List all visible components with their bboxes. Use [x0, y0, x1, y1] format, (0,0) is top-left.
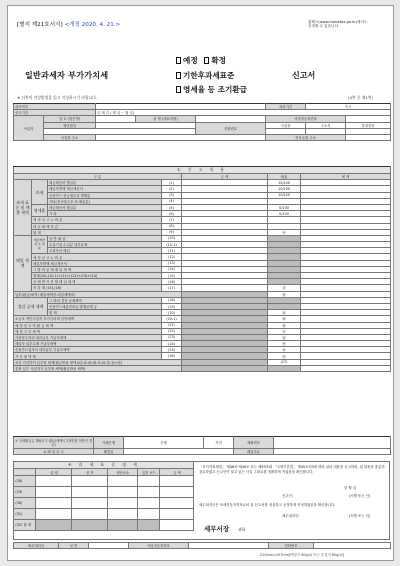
tax-base-cell — [108, 519, 138, 530]
summary-tax[interactable] — [301, 365, 391, 371]
sales-no: (7) — [162, 217, 182, 223]
paper-spec: 210mm×297mm[백상지 80g/㎡ 또는 중질지 80g/㎡] — [260, 553, 345, 557]
sales-no: (1) — [162, 180, 182, 186]
purchase-label: 매입자발행 세금계산서 — [32, 260, 162, 266]
agent-name-label: 성 명 — [59, 543, 89, 549]
misc-label: 신용카드업자의 대리납부 기납부세액 — [14, 347, 162, 353]
business-label: 사업자 — [14, 116, 44, 141]
sales-label: 대 손 세 액 가 감 — [32, 223, 162, 229]
misc-mark: ㉸ — [268, 353, 301, 359]
final-label: 차감·가감하여 납부할 세액(환급받을 세액)(㉰-㉱-㉲-㉳-㉴-㉵-㉶-㉷+㉸) — [14, 359, 182, 365]
tax-base-row — [14, 519, 194, 530]
purchase-no: (15) — [162, 273, 182, 279]
branch-label: 지점 — [204, 437, 234, 449]
tax-base-cell[interactable] — [160, 475, 194, 486]
sales-label: 기 타 — [48, 211, 162, 217]
purchase-label: 차 감 계 (15)-(16) — [32, 285, 162, 291]
revision-label: <개정 2020. 4. 21.> — [64, 22, 121, 28]
title-option-line-1: 예정 확정 — [176, 57, 226, 65]
reporter-sign[interactable]: (서명 또는 인) — [349, 494, 371, 498]
agent-reg-field[interactable] — [189, 543, 269, 549]
misc-no: (23) — [162, 334, 182, 340]
sales-rate: 0/100 — [268, 204, 301, 210]
agent-reg-label: 사업자등록번호 — [129, 543, 189, 549]
sales-label: 신용카드·현금영수증 발행분 — [48, 192, 162, 198]
account-label: 계좌번호 — [234, 437, 274, 449]
purchase-no: (12) — [162, 254, 182, 260]
tb-col-business-type: 업 태 — [36, 469, 72, 475]
purchase-label: 고정자산 매입 — [48, 248, 162, 254]
misc-mark: ㉵ — [268, 334, 301, 340]
tax-base-block — [13, 461, 390, 540]
reg-no-label: 사업자등록번호 — [266, 116, 346, 122]
tax-base-title: ④ 과 세 표 준 명 세 — [14, 462, 194, 469]
sales-no: (3) — [162, 192, 182, 198]
sales-no: (8) — [162, 223, 182, 229]
sales-group-label: 과세 표준 및 매출 세액 — [14, 180, 32, 236]
misc-no: (25) — [162, 347, 182, 353]
sales-label: 세금계산서 발급분 — [48, 204, 162, 210]
tax-base-cell[interactable] — [108, 475, 138, 486]
purchase-label: 공 제 받 지 못 할 매 입 세 액 — [32, 279, 162, 285]
purchase-label: 일 반 매 입 — [48, 235, 162, 241]
purchase-no: (10) — [162, 235, 182, 241]
tax-base-cell — [72, 519, 108, 530]
bank-label: 거래은행 — [94, 437, 124, 449]
tax-base-cell[interactable] — [160, 486, 194, 497]
tax-base-cell[interactable] — [108, 486, 138, 497]
misc-label: 가 산 세 액 계 — [14, 353, 162, 359]
agent-sign[interactable]: (서명 또는 인) — [349, 514, 371, 518]
title-right: 신고서 — [292, 71, 316, 80]
payable-mark: ㉰ — [268, 291, 301, 297]
hometax-note — [308, 20, 367, 29]
checkbox-preliminary[interactable] — [176, 57, 181, 64]
tax-base-cell[interactable] — [72, 497, 108, 508]
agent-label: 세무대리인: — [282, 514, 300, 518]
tax-base-row — [14, 508, 194, 519]
tb-col-amount: 금 액 — [160, 469, 194, 475]
purchase-no: (17) — [162, 285, 182, 291]
tax-base-cell[interactable] — [160, 497, 194, 508]
email-label: 전자우편 주소 — [266, 134, 346, 140]
misc-label: 매입자 납부특례 기납부세액 — [14, 341, 162, 347]
purchase-rate: ㉯ — [268, 285, 301, 291]
tax-base-cell[interactable] — [36, 475, 72, 486]
tax-base-cell[interactable] — [108, 497, 138, 508]
title-left: 일반과세자 부가가치세 — [25, 71, 109, 80]
misc-label: 사업양수자의 대리납부 기납부세액 — [14, 334, 162, 340]
declaration-date: 년 월 일 — [344, 486, 356, 490]
purchase-no: (13) — [162, 260, 182, 266]
reporter-label: 신고인: — [282, 494, 293, 498]
name-label: 상 호 (법인명) — [44, 116, 96, 122]
checkbox-early-refund[interactable] — [176, 86, 181, 93]
report-table — [13, 166, 391, 372]
closure-date-label: 폐업일 — [94, 449, 124, 455]
address-field[interactable] — [96, 134, 266, 140]
agent-text: 세무대리인은 조세전문자격자로서 위 신고서를 성실하고 공정하게 작성하였음을 확인합니다. — [199, 503, 336, 507]
agent-name-field[interactable] — [89, 543, 129, 549]
checkbox-final[interactable] — [204, 57, 209, 64]
payable-label: 납부(환급)세액 (매출세액㉮-매입세액㉯) — [14, 291, 182, 297]
purchase-label: 수출기업 수입분 납부유예 — [48, 242, 162, 248]
agent-phone-field[interactable] — [314, 543, 391, 549]
phone-business: 사업장 — [266, 122, 306, 128]
col-rate: 세율 — [268, 174, 301, 180]
tb-col-item: 종 목 — [72, 469, 108, 475]
tax-base-cell[interactable] — [138, 486, 160, 497]
phone-mobile: 휴대전화 — [346, 122, 391, 128]
refund-title: ② 국세환급금 계좌신고 (환급세액이 2천만원 미만인 경우) — [15, 438, 92, 447]
deduct-label: 그 밖의 경감·공제세액 — [48, 297, 162, 303]
sales-sub-taxable: 과세 — [32, 180, 48, 205]
processing-label: 처리기간 — [266, 104, 306, 110]
tb-col-code: 업종 코드 — [138, 469, 160, 475]
tax-base-cell[interactable] — [138, 475, 160, 486]
deduct-no: (20) — [162, 310, 182, 316]
note-line-2: 신청할 수 있습니다. — [308, 24, 340, 29]
tax-base-row-no: (29) — [14, 486, 36, 497]
deduct-no: (18) — [162, 297, 182, 303]
sales-rate: ㉮ — [268, 229, 301, 235]
sales-rate: 10/100 — [268, 180, 301, 186]
deduct-group-label: 경감 공제 세액 — [14, 297, 48, 316]
sales-rate: 0/100 — [268, 211, 301, 217]
tax-base-cell[interactable] — [160, 519, 194, 530]
tax-base-cell — [36, 519, 72, 530]
tax-base-row-no: (30) — [14, 497, 36, 508]
instructions: ※ 뒤쪽의 작성방법을 읽고 작성하시기 바랍니다. — [17, 95, 98, 100]
sales-no: (2) — [162, 186, 182, 192]
sales-label: 예 정 신 고 누 락 분 — [32, 217, 162, 223]
misc-mark: ㉶ — [268, 341, 301, 347]
agent-phone-label: 전화번호 — [269, 543, 314, 549]
form-no-label: [별지 제21호서식] — [17, 22, 63, 28]
period-value[interactable]: 년 제 기 ( 월 일 ~ 월 일) — [96, 110, 391, 116]
title-option-line-2: 기한후과세표준 — [176, 72, 234, 80]
misc-no: (24) — [162, 341, 182, 347]
tax-base-row-no: (32) 합 계 — [14, 519, 36, 530]
page-count: (4쪽 중 제1쪽) — [348, 95, 373, 100]
misc-label: 예 정 고 지 세 액 — [14, 328, 162, 334]
misc-mark: ㉳ — [268, 322, 301, 328]
declaration-text: 「부가가치세법」 제48조·제49조 또는 제59조와 「국세기본법」 제45조의3에 따라 위의 내용을 신고하며, 위 내용을 충분히 검토하였고 신고인이 알고 있는 사실 그대로를 정확하게 적었음을 확인합니다. — [199, 465, 385, 474]
col-amount: 금 액 — [182, 174, 268, 180]
deduct-no: (19) — [162, 303, 182, 309]
tax-base-cell[interactable] — [36, 508, 72, 519]
tax-base-table — [13, 461, 194, 530]
sales-no: (6) — [162, 211, 182, 217]
tb-col-factor: 생산요소 — [108, 469, 138, 475]
misc-mark: ㉴ — [268, 328, 301, 334]
purchase-label: 그 밖 의 공 제 매 입 세 액 — [32, 266, 162, 272]
sales-label: 세금계산서 발급분 — [48, 180, 162, 186]
sales-no: (5) — [162, 204, 182, 210]
rep-label: 성 명 (대표자명) — [136, 116, 196, 122]
purchase-no: (14) — [162, 266, 182, 272]
tax-base-cell[interactable] — [138, 508, 160, 519]
tax-base-cell[interactable] — [138, 497, 160, 508]
note-line-1: 홈택스(www.hometax.go.kr)에서도 — [308, 20, 368, 24]
title-option-line-3: 영세율 등 조기환급 — [176, 86, 247, 94]
closure-reason-label: 폐업사유 — [234, 449, 274, 455]
tax-base-cell[interactable] — [160, 508, 194, 519]
sales-rate: 10/100 — [268, 192, 301, 198]
misc-mark: ㉲ — [268, 316, 301, 322]
period-label: 신고기간 — [14, 110, 96, 116]
summary-label: 총괄 납부 사업자가 납부할 세액(환급받을 세액) — [14, 365, 182, 371]
bank-field[interactable]: 은행 — [124, 437, 204, 449]
address-label: 사업장 주소 — [44, 134, 96, 140]
tax-form-page — [7, 5, 394, 561]
processing-value: 즉시 — [306, 104, 391, 110]
mgmt-no-label: 관리번호 — [14, 104, 96, 110]
closure-reason-field[interactable] — [274, 449, 391, 455]
purchase-no: (10-1) — [162, 242, 182, 248]
sales-label: 기타(정규영수증 외 매출분) — [48, 198, 162, 204]
closure-date-field[interactable] — [124, 449, 234, 455]
sales-rate: 10/100 — [268, 186, 301, 192]
tax-base-cell[interactable] — [72, 486, 108, 497]
account-field[interactable] — [274, 437, 391, 449]
misc-no: (22) — [162, 328, 182, 334]
tax-base-row-no: (28) — [14, 475, 36, 486]
checkbox-late-filing[interactable] — [176, 72, 181, 79]
form-number — [17, 23, 120, 29]
sales-label: 매입자발행 세금계산서 — [48, 186, 162, 192]
purchase-label: 예 정 신 고 누 락 분 — [32, 254, 162, 260]
sales-label: 합 계 — [32, 229, 162, 235]
to-label: 귀하 — [238, 527, 246, 532]
phone-home: 주소지 — [306, 122, 346, 128]
sales-sub-zero: 영세율 — [32, 204, 48, 216]
col-tax: 세 액 — [301, 174, 391, 180]
agent-row-label: 세무대리인 — [14, 543, 59, 549]
col-category: 구 분 — [14, 174, 182, 180]
tax-base-row — [14, 475, 194, 486]
misc-no: (20-1) — [162, 316, 182, 322]
tax-base-row — [14, 486, 194, 497]
purchase-sub-invoice: 세금계산서 수 취 분 — [32, 235, 48, 254]
tax-base-cell[interactable] — [36, 486, 72, 497]
deduct-mark: ㉱ — [268, 310, 301, 316]
tax-base-cell[interactable] — [72, 508, 108, 519]
phone-label: 전화번호 — [196, 122, 266, 134]
info-table — [13, 103, 391, 141]
purchase-group-label: 매입 세액 — [14, 235, 32, 291]
tax-base-cell[interactable] — [72, 475, 108, 486]
sales-no: (9) — [162, 229, 182, 235]
deduct-label: 신용카드매출전표등 발행공제 등 — [48, 303, 162, 309]
deduct-label: 합 계 — [48, 310, 162, 316]
tax-base-cell[interactable] — [36, 497, 72, 508]
tax-office-label: 세무서장 — [204, 525, 230, 533]
tax-base-cell[interactable] — [108, 508, 138, 519]
tax-base-row — [14, 497, 194, 508]
final-no: (27) — [268, 359, 301, 365]
purchase-label: 합계(10)-(10-1)+(11)+(12)+(13)+(14) — [32, 273, 162, 279]
report-section-title: ① 신 고 내 용 — [14, 167, 391, 174]
tax-base-cell — [138, 519, 160, 530]
purchase-no: (11) — [162, 248, 182, 254]
refund-table — [13, 436, 391, 455]
sales-no: (4) — [162, 198, 182, 204]
misc-label: 소규모 개인사업자 부가가치세 감면세액 — [14, 316, 162, 322]
purchase-no: (16) — [162, 279, 182, 285]
dob-label: 생년월일 — [44, 122, 96, 128]
email-field[interactable] — [346, 134, 391, 140]
agent-table — [13, 542, 391, 549]
misc-no: (26) — [162, 353, 182, 359]
misc-mark: ㉷ — [268, 347, 301, 353]
closure-label: ③ 폐 업 신 고 — [14, 449, 94, 455]
misc-no: (21) — [162, 322, 182, 328]
misc-label: 예 정 신 고 미 환 급 세 액 — [14, 322, 162, 328]
tax-base-row-no: (31) — [14, 508, 36, 519]
